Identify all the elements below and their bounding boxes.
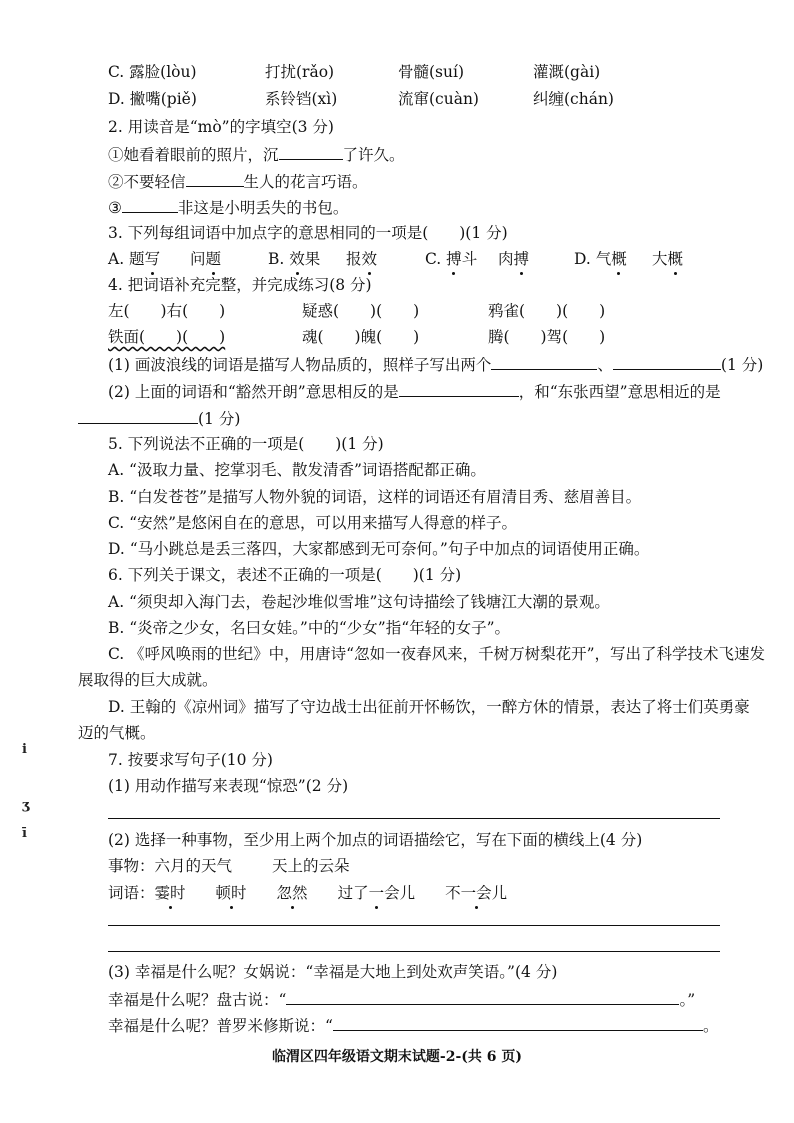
q4-sub1-blank-2[interactable] xyxy=(613,353,721,370)
q7-s2: (2) 选择一种事物，至少用上两个加点的词语描绘它，写在下面的横线上(4 分) xyxy=(108,831,643,849)
q7-s3-pangu-blank[interactable] xyxy=(286,988,679,1005)
page-footer: 临渭区四年级语文期末试题-2-(共 6 页) xyxy=(271,1049,523,1065)
q2-s3-text-a: ③ xyxy=(108,199,122,217)
q7-s2-answer-line-1[interactable] xyxy=(108,925,720,926)
q1-option-c-1: C. 露脸(lòu) xyxy=(108,63,197,81)
q4-sub1-score: (1 分) xyxy=(720,356,764,374)
q4-word-2: 疑惑( )( ) xyxy=(302,302,420,320)
q2-s1-text-a: ①她看着眼前的照片，沉 xyxy=(108,146,279,164)
margin-mark-1: i xyxy=(22,742,27,757)
q6-option-c-line1: C. 《呼风唤雨的世纪》中，用唐诗“忽如一夜春风来，千树万树梨花开”，写出了科学技术飞速发 xyxy=(108,645,766,663)
q4-word-5: 腾( )驾( ) xyxy=(488,328,606,346)
q4-sub1 xyxy=(108,353,763,376)
q5-option-c: C. “安然”是悠闲自在的意思，可以用来描写人得意的样子。 xyxy=(108,514,518,532)
q2-s3-text-b: 非这是小明丢失的书包。 xyxy=(177,199,349,217)
q7-word-2: 顿时 xyxy=(215,884,247,902)
q7-s3: (3) 幸福是什么呢？女娲说：“幸福是大地上到处欢声笑语。”(4 分) xyxy=(108,963,558,981)
q1-option-c-3: 骨髓(suí) xyxy=(398,63,464,81)
q3-option-b-2: 报效 xyxy=(346,250,378,268)
q4-sub1-sep: 、 xyxy=(597,356,613,374)
q6-option-c-line2: 展取得的巨大成就。 xyxy=(78,671,218,689)
q4-sub2 xyxy=(108,380,721,403)
q7-s3-prometheus xyxy=(108,1014,718,1037)
q1-option-d-3: 流窜(cuàn) xyxy=(398,90,479,108)
q1-option-d-4: 纠缠(chán) xyxy=(533,90,614,108)
q1-option-c-4: 灌溉(gài) xyxy=(533,63,601,81)
q4-sub2-cont xyxy=(78,407,240,430)
q3-title: 3. 下列每组词语中加点字的意思相同的一项是( )(1 分) xyxy=(108,224,508,242)
q2-title: 2. 用读音是“mò”的字填空(3 分) xyxy=(108,118,334,136)
q5-option-b: B. “白发苍苍”是描写人物外貌的词语，这样的词语还有眉清目秀、慈眉善目。 xyxy=(108,488,642,506)
q1-option-d-1: D. 撇嘴(piě) xyxy=(108,90,197,108)
q4-sub2-blank-2[interactable] xyxy=(78,407,198,424)
q4-word-4: 魂( )魄( ) xyxy=(302,328,420,346)
q7-s2-answer-line-2[interactable] xyxy=(108,951,720,952)
q1-option-c-2: 打扰(rǎo) xyxy=(265,63,335,81)
q7-things xyxy=(108,855,350,877)
q7-word-5: 不一会儿 xyxy=(445,884,508,902)
q1-option-d-2: 系铃铛(xì) xyxy=(265,90,338,108)
q3-option-c: C. 搏斗 xyxy=(425,250,478,268)
q6-option-d-line1: D. 王翰的《凉州词》描写了守边战士出征前开怀畅饮，一醉方休的情景，表达了将士们英勇豪 xyxy=(108,698,750,716)
q4-sub2-text-a: (2) 上面的词语和“豁然开朗”意思相反的是 xyxy=(108,383,399,401)
q3-option-a: A. 题写 xyxy=(108,250,161,268)
q7-words xyxy=(108,882,507,904)
q4-sub1-text: (1) 画波浪线的词语是描写人物品质的，照样子写出两个 xyxy=(108,356,492,374)
q4-sub1-blank-1[interactable] xyxy=(491,353,597,370)
q6-option-d-line2: 迈的气概。 xyxy=(78,724,156,742)
q7-s3-pangu-text: 幸福是什么呢？盘古说：“ xyxy=(108,991,287,1009)
q2-s2-blank[interactable] xyxy=(186,170,244,187)
margin-mark-2: ʒ xyxy=(22,798,30,813)
q6-title: 6. 下列关于课文，表述不正确的一项是( )(1 分) xyxy=(108,566,462,584)
q7-s3-pangu xyxy=(108,988,695,1011)
q4-sub2-text-b: ，和“东张西望”意思相近的是 xyxy=(518,383,721,401)
q2-s2-text-a: ②不要轻信 xyxy=(108,173,186,191)
q4-word-1: 左( )右( ) xyxy=(108,302,226,320)
q7-word-4: 过了一会儿 xyxy=(337,884,416,902)
q4-sub2-blank-1[interactable] xyxy=(399,380,519,397)
q4-title: 4. 把词语补充完整，并完成练习(8 分) xyxy=(108,276,372,294)
q4-word-3: 鸦雀( )( ) xyxy=(488,302,606,320)
q3-option-a-2: 问题 xyxy=(190,250,222,268)
q5-option-a: A. “汲取力量、挖掌羽毛、散发清香”词语搭配都正确。 xyxy=(108,461,486,479)
q2-sentence-1 xyxy=(108,143,405,166)
q3-option-b: B. 效果 xyxy=(268,250,321,268)
q3-option-c-2: 肉搏 xyxy=(498,250,530,268)
q3-option-d-2: 大概 xyxy=(652,250,684,268)
q6-option-a: A. “须臾却入海门去，卷起沙堆似雪堆”这句诗描绘了钱塘江大潮的景观。 xyxy=(108,593,610,611)
q7-s3-pangu-end: 。” xyxy=(679,991,696,1009)
q7-s3-prom-text: 幸福是什么呢？普罗米修斯说：“ xyxy=(108,1017,333,1035)
q3-option-d: D. 气概 xyxy=(574,250,627,268)
q7-s1-answer-line[interactable] xyxy=(108,818,720,819)
q7-s1: (1) 用动作描写来表现“惊恐”(2 分) xyxy=(108,777,349,795)
q7-word-1: 霎时 xyxy=(154,884,186,902)
q7-things-label: 事物： xyxy=(108,857,155,875)
q2-sentence-2 xyxy=(108,170,368,193)
q2-s3-blank[interactable] xyxy=(122,196,178,213)
q2-s1-blank[interactable] xyxy=(279,143,343,160)
q2-s1-text-b: 了许久。 xyxy=(342,146,405,164)
q2-s2-text-b: 生人的花言巧语。 xyxy=(243,173,368,191)
q7-s3-prom-end: 。 xyxy=(702,1017,719,1035)
q7-word-3: 忽然 xyxy=(276,884,308,902)
q5-option-d: D. “马小跳总是丢三落四，大家都感到无可奈何。”句子中加点的词语使用正确。 xyxy=(108,540,650,558)
q6-option-b: B. “炎帝之少女，名曰女娃。”中的“少女”指“年轻的女子”。 xyxy=(108,619,511,637)
q7-words-label: 词语： xyxy=(108,884,155,902)
q4-word-wavy: 铁面( )( ) xyxy=(108,328,226,346)
margin-mark-3: ī xyxy=(22,826,27,841)
q7-s3-prom-blank[interactable] xyxy=(333,1014,703,1031)
q4-sub2-score: (1 分) xyxy=(198,410,241,428)
q2-sentence-3 xyxy=(108,196,348,219)
q7-thing-2: 天上的云朵 xyxy=(272,857,350,875)
q7-title: 7. 按要求写句子(10 分) xyxy=(108,751,273,769)
q5-title: 5. 下列说法不正确的一项是( )(1 分) xyxy=(108,435,384,453)
q7-thing-1: 六月的天气 xyxy=(154,857,233,875)
